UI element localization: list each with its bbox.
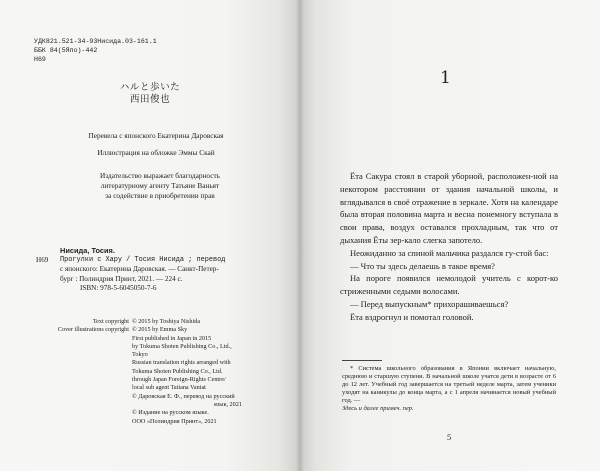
- copyright-row: [44, 326, 244, 334]
- copyright-line: Russian translation rights arranged with: [132, 359, 231, 367]
- bibliographic-record: [36, 246, 286, 294]
- copyright-line: Tokyo: [132, 351, 148, 359]
- footnote: [342, 365, 556, 414]
- copyright-value: © 2015 by Toshiya Nishida: [132, 318, 201, 325]
- footnote-note: Здесь и далее примеч. пер.: [342, 405, 414, 413]
- copyright-line: © Даровская Е. Ф., перевод на русский: [132, 392, 235, 400]
- ack-line: литературному агенту Татьяне Ваньят: [100, 181, 220, 190]
- biblio-author: Нисида, Тосия.: [60, 246, 115, 255]
- ack-line: Издательство выражает благодарность: [100, 171, 220, 180]
- footnote-divider: [342, 360, 382, 361]
- copyright-value: © 2015 by Emma Sky: [132, 326, 188, 334]
- page-number: 5: [447, 432, 452, 442]
- copyright-label: Text copyright: [92, 318, 129, 325]
- copyright-label: Cover illustrations copyright: [57, 326, 129, 334]
- copyright-block: [44, 318, 244, 426]
- author-mark: Н69: [34, 56, 46, 63]
- chapter-text: [340, 170, 558, 324]
- japanese-author-name: 西田俊也: [129, 94, 171, 105]
- biblio-title-row: [36, 256, 286, 266]
- copyright-line: through Japan Foreign-Rights Centre/: [132, 376, 226, 384]
- isbn: ISBN: 978-5-6045050-7-6: [80, 284, 157, 293]
- copyright-row: [44, 318, 244, 326]
- copyright-line: by Tokuma Shoten Publishing Co., Ltd.,: [132, 342, 232, 350]
- paragraph: На пороге появился немолодой учитель с корот-ко стриженными седыми волосами.: [340, 273, 558, 297]
- copyright-line: local sub agent Tatiana Vaniat: [132, 384, 206, 392]
- copyright-line: язык, 2021: [214, 400, 242, 408]
- paragraph: Ёта Сакура стоял в старой уборной, расположен-ной на некотором расстоянии от здания начальной школы, и вглядывался в своё отражение в зеркале. Хотя на календаре была вторая половина марта и весна понемногу вступала в свои права, воздух оставался прохладным, так что от дыхания Ёты зер-кало слегка запотело.: [340, 171, 558, 245]
- bbk-line: ББК 84(5Япо)-442: [34, 47, 98, 54]
- book-gutter: [296, 0, 304, 471]
- japanese-title: [0, 82, 300, 106]
- copyright-line: Tokuma Shoten Publishing Co., Ltd.: [132, 367, 223, 375]
- paragraph: — Что ты здесь делаешь в такое время?: [350, 260, 495, 271]
- acknowledgement: [60, 171, 260, 201]
- chapter-number: 1: [440, 68, 451, 88]
- copyright-line: © Издание на русском языке.: [132, 409, 209, 417]
- classification-codes: [34, 37, 157, 64]
- udk-line: УДК821.521-34-93Нисида.03-161.1: [34, 38, 157, 45]
- translator-credit: Перевела с японского Екатерина Даровская: [88, 131, 224, 140]
- biblio-line: бург : Полиндрия Принт, 2021. — 224 с.: [60, 274, 183, 283]
- biblio-code: Н69: [36, 255, 49, 264]
- japanese-book-title: ハルと歩いた: [119, 82, 181, 93]
- paragraph: Неожиданно за спиной мальчика раздался гу-стой бас:: [350, 247, 549, 258]
- biblio-title-line: Прогулки с Хару / Тосия Нисида ; перевод: [60, 255, 226, 264]
- biblio-line: с японского: Екатерина Даровская. — Санкт-Петер-: [60, 265, 219, 274]
- copyright-line: ООО «Полиндрия Принт», 2021: [132, 417, 217, 425]
- footnote-text: * Система школьного образования в Японии включает начальную, среднюю и старшую ступени. В начальной школе учатся дети в возрасте от 6 до 12 лет. Учебный год завершается на третьей неделе марта, затем ученики уходят на каникулы до конца марта, а с 1 апреля начинается новый учебный год. —: [342, 365, 556, 405]
- ack-line: за содействие в приобретении прав: [105, 191, 215, 200]
- copyright-line: First published in Japan in 2015: [132, 334, 212, 342]
- illustration-credit: Иллюстрация на обложке Эммы Скай: [97, 148, 215, 157]
- paragraph: Ёта вздрогнул и помотал головой.: [350, 311, 474, 322]
- paragraph: — Перед выпускным* прихорашиваешься?: [350, 298, 509, 309]
